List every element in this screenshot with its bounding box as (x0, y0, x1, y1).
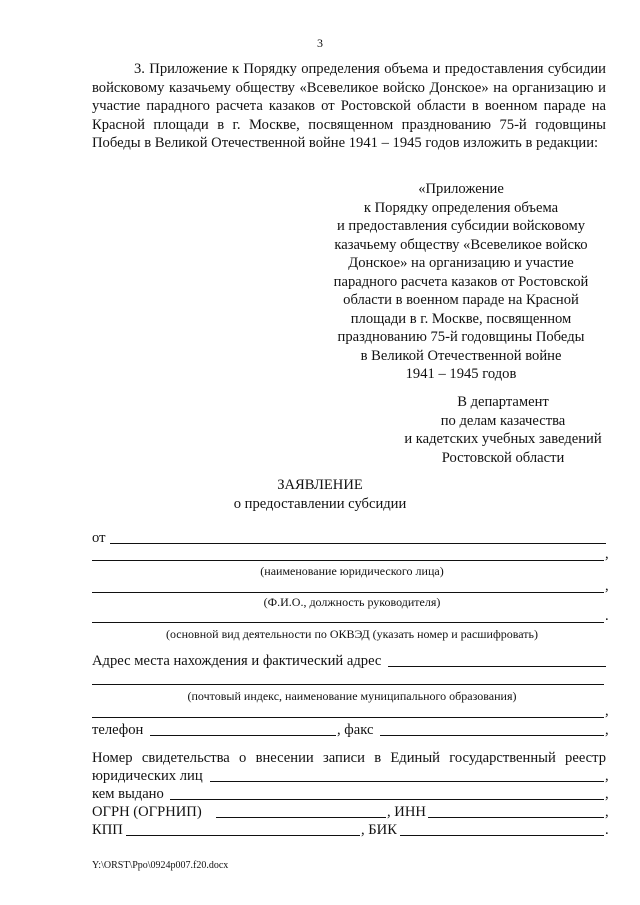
fax-field-line[interactable] (380, 735, 604, 736)
ogrn-field-line[interactable] (216, 817, 386, 818)
addressee-line: по делам казачества (440, 412, 566, 429)
address-field-line-2[interactable] (92, 684, 604, 685)
appendix-line: 1941 – 1945 годов (405, 366, 517, 382)
comma: , (605, 768, 609, 784)
from-field-line[interactable] (110, 543, 606, 544)
org-name-field-line[interactable] (92, 560, 604, 561)
kpp-field-line[interactable] (126, 835, 360, 836)
registry-label-2: юридических лиц (92, 768, 203, 784)
appendix-line: празднованию 75-й годовщины Победы (337, 329, 585, 345)
issued-by-label: кем выдано (92, 786, 164, 802)
addressee-line: Ростовской области (441, 449, 565, 466)
comma: , (605, 546, 609, 562)
comma: , (605, 703, 609, 719)
phone-label: телефон (92, 722, 144, 738)
title-sub: о предоставлении субсидии (233, 495, 407, 512)
inn-label: , ИНН (387, 804, 426, 820)
document-title (0, 476, 640, 513)
appendix-line: парадного расчета казаков от Ростовской (333, 273, 589, 290)
intro-paragraph: 3. Приложение к Порядку определения объема и предоставления субсидии войсковому казачьему обществу «Всевеликое войско Донское» на организацию и участие парадного расчета казаков от Ростовской области в военном параде на Красной площади в г. Москве, посвященном празднованию 75-й годовщины Победы в Великой Отечественной войне 1941 – 1945 годов изложить в редакции: (92, 61, 606, 151)
caption-org: (наименование юридического лица) (260, 564, 444, 578)
phone-field-line[interactable] (150, 735, 336, 736)
okved-field-line[interactable] (92, 622, 604, 623)
address-label: Адрес места нахождения и фактический адрес (92, 653, 382, 669)
appendix-line: казачьему обществу «Всевеликое войско (334, 236, 588, 253)
appendix-line: площади в г. Москве, посвященном (350, 310, 572, 327)
page-number: 3 (317, 36, 323, 50)
bik-field-line[interactable] (400, 835, 604, 836)
addressee-line: и кадетских учебных заведений (404, 431, 602, 447)
comma: , (605, 804, 609, 820)
issued-by-field-line[interactable] (170, 799, 604, 800)
appendix-line: «Приложение (418, 181, 504, 197)
caption-okved: (основной вид деятельности по ОКВЭД (указать номер и расшифровать) (166, 627, 538, 641)
fax-label: , факс (337, 722, 374, 738)
appendix-header (326, 180, 596, 384)
registry-label: Номер свидетельства о внесении записи в Единый государственный реестр (92, 750, 606, 766)
kpp-label: КПП (92, 822, 123, 838)
period: . (605, 608, 609, 624)
appendix-line: области в военном параде на Красной (343, 292, 579, 308)
appendix-line: и предоставления субсидии войсковому (336, 218, 586, 234)
file-path-footer: Y:\ORST\Ppo\0924p007.f20.docx (92, 860, 229, 871)
comma: , (605, 578, 609, 594)
head-field-line[interactable] (92, 592, 604, 593)
inn-field-line[interactable] (428, 817, 604, 818)
appendix-line: Донское» на организацию и участие (348, 255, 574, 271)
bik-label: , БИК (361, 822, 397, 838)
period: . (605, 822, 609, 838)
ogrn-label: ОГРН (ОГРНИП) (92, 804, 202, 820)
title-main: ЗАЯВЛЕНИЕ (277, 477, 363, 493)
address-field-line[interactable] (388, 666, 606, 667)
caption-address: (почтовый индекс, наименование муниципального образования) (187, 689, 517, 703)
registry-field-line[interactable] (210, 781, 604, 782)
appendix-line: к Порядку определения объема (363, 199, 559, 216)
addressee-line: В департамент (457, 394, 549, 410)
comma: , (605, 786, 609, 802)
comma: , (605, 722, 609, 738)
caption-head: (Ф.И.О., должность руководителя) (263, 595, 441, 609)
from-label: от (92, 530, 106, 546)
address-field-line-3[interactable] (92, 717, 604, 718)
appendix-line: в Великой Отечественной войне (360, 347, 562, 364)
addressee-block (368, 393, 638, 467)
